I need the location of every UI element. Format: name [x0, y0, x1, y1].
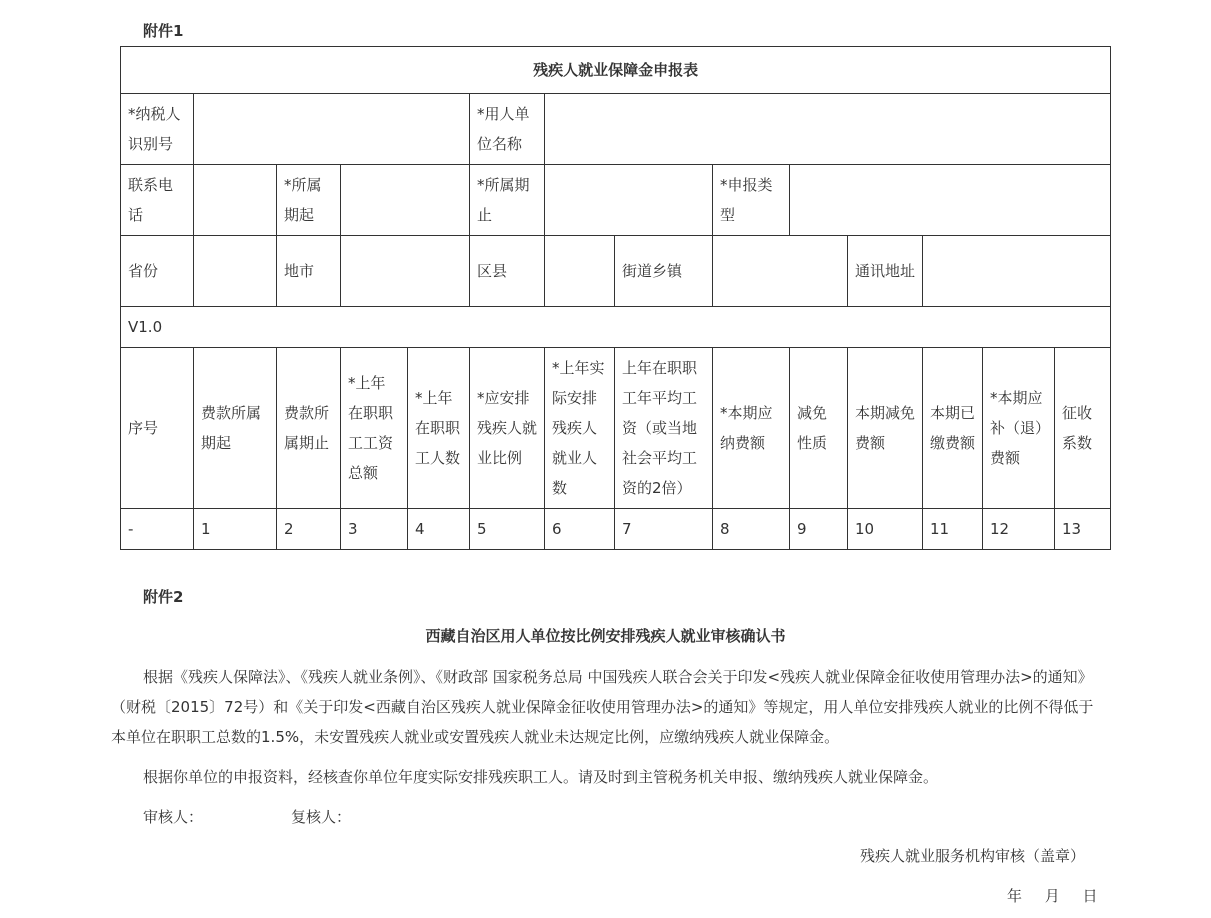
col-header-disabled-employed: *上年实际安排残疾人就业人数 [545, 348, 615, 509]
col-number: 7 [615, 509, 713, 550]
col-number: 1 [194, 509, 277, 550]
attachment-1-label: 附件1 [143, 22, 184, 40]
col-header-reduction-amount: 本期减免费额 [848, 348, 923, 509]
attachment-2-label: 附件2 [143, 588, 184, 606]
date-line: 年 月 日 [1007, 887, 1098, 905]
col-number: 4 [408, 509, 470, 550]
col-header-staff-count: *上年在职职工人数 [408, 348, 470, 509]
employer-name-field[interactable] [545, 94, 1111, 165]
reviewer-label: 审核人： [143, 808, 204, 826]
period-start-field[interactable] [341, 165, 470, 236]
col-number: 11 [923, 509, 983, 550]
col-number: 6 [545, 509, 615, 550]
city-label: 地市 [277, 236, 341, 307]
street-label: 街道乡镇 [615, 236, 713, 307]
col-header-reduction-type: 减免性质 [790, 348, 848, 509]
col-header-seq: 序号 [121, 348, 194, 509]
street-field[interactable] [713, 236, 848, 307]
col-header-paid: 本期已缴费额 [923, 348, 983, 509]
col-number: 5 [470, 509, 545, 550]
report-type-field[interactable] [790, 165, 1111, 236]
col-number: 10 [848, 509, 923, 550]
county-field[interactable] [545, 236, 615, 307]
period-end-label: *所属期止 [470, 165, 545, 236]
col-header-required-ratio: *应安排残疾人就业比例 [470, 348, 545, 509]
period-start-label: *所属期起 [277, 165, 341, 236]
col-header-total-wages: *上年在职职工工资总额 [341, 348, 408, 509]
form-version: V1.0 [121, 307, 1111, 348]
col-header-average-wage: 上年在职职工年平均工资（或当地社会平均工资的2倍） [615, 348, 713, 509]
declaration-form-table [120, 46, 1111, 550]
col-number: 8 [713, 509, 790, 550]
review-result-paragraph: 根据你单位的申报资料，经核查你单位年度实际安排残疾职工人。请及时到主管税务机关申报、缴纳残疾人就业保障金。 [143, 768, 939, 786]
col-header-period-start: 费款所属期起 [194, 348, 277, 509]
period-end-field[interactable] [545, 165, 713, 236]
col-number: - [121, 509, 194, 550]
phone-field[interactable] [194, 165, 277, 236]
col-number: 13 [1055, 509, 1111, 550]
col-number: 3 [341, 509, 408, 550]
col-number: 2 [277, 509, 341, 550]
col-header-levy-rate: 征收系数 [1055, 348, 1111, 509]
col-header-payable: *本期应纳费额 [713, 348, 790, 509]
province-label: 省份 [121, 236, 194, 307]
confirmation-title: 西藏自治区用人单位按比例安排残疾人就业审核确认书 [425, 627, 786, 645]
col-header-balance: *本期应补（退）费额 [983, 348, 1055, 509]
col-number: 12 [983, 509, 1055, 550]
taxpayer-id-field[interactable] [194, 94, 470, 165]
col-number: 9 [790, 509, 848, 550]
county-label: 区县 [470, 236, 545, 307]
report-type-label: *申报类型 [713, 165, 790, 236]
province-field[interactable] [194, 236, 277, 307]
address-field[interactable] [923, 236, 1111, 307]
regulation-paragraph: 根据《残疾人保障法》、《残疾人就业条例》、《财政部 国家税务总局 中国残疾人联合会关于印发<残疾人就业保障金征收使用管理办法>的通知》（财税〔2015〕72号）和《关于印发<西藏自治区残疾人就业保障金征收使用管理办法>的通知》等规定，用人单位安排残疾人就业的比例不得低于本单位在职职工总数的1.5%，未安置残疾人就业或安置残疾人就业未达规定比例，应缴纳残疾人就业保障金。 [111, 668, 1094, 746]
city-field[interactable] [341, 236, 470, 307]
form-title: 残疾人就业保障金申报表 [121, 47, 1111, 94]
rechecker-label: 复核人： [291, 808, 352, 826]
address-label: 通讯地址 [848, 236, 923, 307]
stamp-line: 残疾人就业服务机构审核（盖章） [860, 847, 1086, 865]
employer-name-label: *用人单位名称 [470, 94, 545, 165]
taxpayer-id-label: *纳税人识别号 [121, 94, 194, 165]
phone-label: 联系电话 [121, 165, 194, 236]
col-header-period-end: 费款所属期止 [277, 348, 341, 509]
